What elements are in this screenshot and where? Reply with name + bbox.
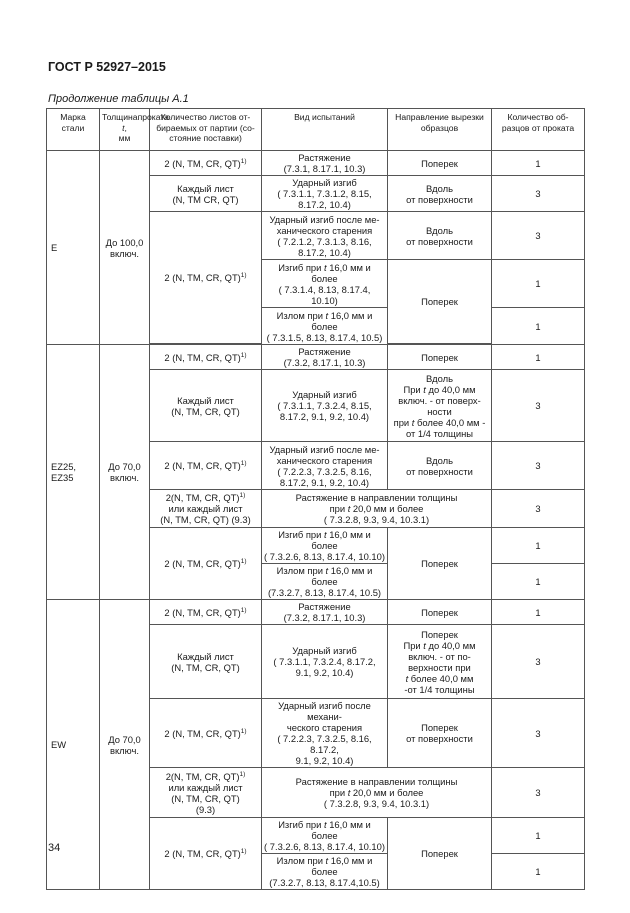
table-row xyxy=(47,151,585,176)
test-cell: Растяжение в направлении толщины при t 20,0 мм и более ( 7.3.2.8, 9.3, 9.4, 10.3.1) xyxy=(262,768,492,818)
header-sample-count: Количество об- разцов от проката xyxy=(492,109,585,151)
supply-cell: 2 (N, TM, CR, QT)$^{1)}$ xyxy=(150,442,262,490)
header-grade: Марка стали xyxy=(47,109,100,151)
qty-cell: 1 xyxy=(492,564,585,600)
table-caption: Продолжение таблицы А.1 xyxy=(48,93,189,105)
page-number: 34 xyxy=(48,842,61,854)
supply-cell: Каждый лист (N, TM CR, QT) xyxy=(150,176,262,212)
qty-cell: 1 xyxy=(492,151,585,176)
direction-cell: Поперек xyxy=(388,260,492,344)
direction-cell: Поперек xyxy=(388,345,492,370)
thickness-cell: До 100,0 включ. xyxy=(100,151,150,345)
direction-cell: Вдоль При t до 40,0 мм включ. - от поверх- ности при t более 40,0 мм - от 1/4 толщины xyxy=(388,370,492,442)
test-cell: Изгиб при t 16,0 мм и более ( 7.3.1.4, 8.13, 8.17.4, 10.10) xyxy=(262,260,388,308)
table-header-row xyxy=(47,109,585,151)
supply-cell: 2 (N, TM, CR, QT)$^{1)}$ xyxy=(150,345,262,370)
qty-cell: 1 xyxy=(492,260,585,308)
qty-cell: 3 xyxy=(492,699,585,768)
direction-cell: Поперек xyxy=(388,818,492,890)
qty-cell: 3 xyxy=(492,768,585,818)
doc-title: ГОСТ Р 52927–2015 xyxy=(48,60,166,74)
qty-cell: 3 xyxy=(492,442,585,490)
qty-cell: 3 xyxy=(492,625,585,699)
supply-cell: 2 (N, TM, CR, QT)$^{1)}$ xyxy=(150,699,262,768)
supply-cell: 2 (N, TM, CR, QT)$^{1)}$ xyxy=(150,212,262,344)
direction-cell: Поперек xyxy=(388,528,492,600)
qty-cell: 1 xyxy=(492,308,585,345)
supply-cell: 2(N, TM, CR, QT)$^{1)}$ или каждый лист (N, TM, CR, QT) (9.3) xyxy=(150,490,262,528)
qty-cell: 1 xyxy=(492,528,585,564)
qty-cell: 3 xyxy=(492,176,585,212)
test-cell: Ударный изгиб после ме- ханического старения ( 7.2.1.2, 7.3.1.3, 8.16, 8.17.2, 10.4) xyxy=(262,212,388,260)
qty-cell: 1 xyxy=(492,345,585,370)
test-cell: Излом при t 16,0 мм и более (7.3.2.7, 8.13, 8.17.4,10.5) xyxy=(262,854,388,890)
supply-cell: 2 (N, TM, CR, QT)$^{1)}$ xyxy=(150,818,262,890)
qty-cell: 3 xyxy=(492,212,585,260)
header-direction: Направление вырезки образцов xyxy=(388,109,492,151)
direction-cell: Вдоль от поверхности xyxy=(388,212,492,260)
supply-cell: Каждый лист (N, TM, CR, QT) xyxy=(150,625,262,699)
test-table xyxy=(46,108,585,890)
grade-cell: EW xyxy=(47,600,100,890)
test-cell: Ударный изгиб после механи- ческого старения ( 7.2.2.3, 7.3.2.5, 8.16, 8.17.2, 9.1, 9.2, 10.4) xyxy=(262,699,388,768)
test-cell: Изгиб при t 16,0 мм и более ( 7.3.2.6, 8.13, 8.17.4, 10.10) xyxy=(262,528,388,564)
qty-cell: 3 xyxy=(492,370,585,442)
test-cell: Растяжение (7.3.1, 8.17.1, 10.3) xyxy=(262,151,388,176)
qty-cell: 1 xyxy=(492,600,585,625)
test-cell: Растяжение в направлении толщины при t 20,0 мм и более ( 7.3.2.8, 9.3, 9.4, 10.3.1) xyxy=(262,490,492,528)
test-cell: Ударный изгиб после ме- ханического старения ( 7.2.2.3, 7.3.2.5, 8.16, 8.17.2, 9.1, 9.2, 10.4) xyxy=(262,442,388,490)
header-thickness: Толщинапроката t, мм xyxy=(100,109,150,151)
test-cell: Растяжение (7.3.2, 8.17.1, 10.3) xyxy=(262,345,388,370)
header-sheet-count: Количество листов от- бираемых от партии (со- стояние поставки) xyxy=(150,109,262,151)
qty-cell: 1 xyxy=(492,854,585,890)
direction-cell: Поперек от поверхности xyxy=(388,699,492,768)
test-cell: Растяжение (7.3.2, 8.17.1, 10.3) xyxy=(262,600,388,625)
thickness-cell: До 70,0 включ. xyxy=(100,345,150,600)
test-cell: Ударный изгиб ( 7.3.1.1, 7.3.2.4, 8.17.2, 9.1, 9.2, 10.4) xyxy=(262,625,388,699)
direction-cell: Поперек При t до 40,0 мм включ. - от по- верхности при t более 40,0 мм -от 1/4 толщины xyxy=(388,625,492,699)
table-row xyxy=(47,600,585,625)
supply-cell: 2(N, TM, CR, QT)$^{1)}$ или каждый лист (N, TM, CR, QT) (9.3) xyxy=(150,768,262,818)
direction-cell: Поперек xyxy=(388,151,492,176)
test-cell: Ударный изгиб ( 7.3.1.1, 7.3.1.2, 8.15, 8.17.2, 10.4) xyxy=(262,176,388,212)
header-test-type: Вид испытаний xyxy=(262,109,388,151)
supply-cell: 2 (N, TM, CR, QT)$^{1)}$ xyxy=(150,151,262,176)
supply-cell: 2 (N, TM, CR, QT)$^{1)}$ xyxy=(150,600,262,625)
direction-cell: Поперек xyxy=(388,600,492,625)
supply-cell: 2 (N, TM, CR, QT)$^{1)}$ xyxy=(150,528,262,600)
grade-cell: E xyxy=(47,151,100,345)
test-cell: Ударный изгиб ( 7.3.1.1, 7.3.2.4, 8.15, 8.17.2, 9.1, 9.2, 10.4) xyxy=(262,370,388,442)
qty-cell: 1 xyxy=(492,818,585,854)
test-cell: Изгиб при t 16,0 мм и более ( 7.3.2.6, 8.13, 8.17.4, 10.10) xyxy=(262,818,388,854)
direction-cell: Вдоль от поверхности xyxy=(388,442,492,490)
test-cell: Излом при t 16,0 мм и более ( 7.3.1.5, 8.13, 8.17.4, 10.5) xyxy=(262,308,388,345)
supply-cell: Каждый лист (N, TM, CR, QT) xyxy=(150,370,262,442)
test-cell: Излом при t 16,0 мм и более (7.3.2.7, 8.13, 8.17.4, 10.5) xyxy=(262,564,388,600)
grade-cell: EZ25, EZ35 xyxy=(47,345,100,600)
thickness-cell: До 70,0 включ. xyxy=(100,600,150,890)
direction-cell: Вдоль от поверхности xyxy=(388,176,492,212)
table-row xyxy=(47,345,585,370)
qty-cell: 3 xyxy=(492,490,585,528)
